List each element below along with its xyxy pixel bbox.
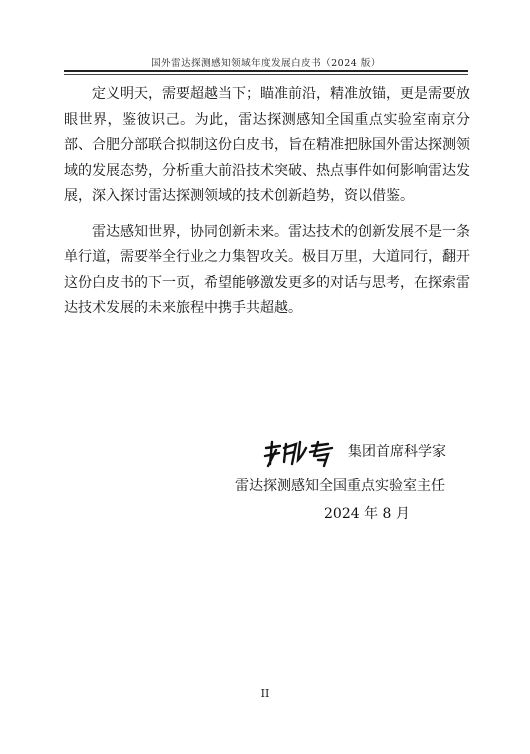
paragraph-1: 定义明天，需要超越当下；瞄准前沿，精准放锚，更是需要放眼世界，鉴彼识己。为此，雷达探测感知全国重点实验室南京分部、合肥分部联合拟制这份白皮书，旨在精准把脉国外雷达探测领域的发展态势，分析重大前沿技术突破、热点事件如何影响雷达发展，深入探讨雷达探测领域的技术创新趋势，资以借鉴。 <box>64 86 470 204</box>
signer-title: 集团首席科学家 <box>348 444 446 460</box>
body-text <box>64 82 470 332</box>
signature-date: 2024 年 8 月 <box>324 506 410 522</box>
page-number: II <box>260 687 270 700</box>
header-rule-thick <box>64 70 468 72</box>
header-rule-thin <box>64 74 468 75</box>
running-header: 国外雷达探测感知领域年度发展白皮书（2024 版） <box>151 58 381 69</box>
signer-lab-title: 雷达探测感知全国重点实验室主任 <box>235 478 445 494</box>
paragraph-2: 雷达感知世界，协同创新未来。雷达技术的创新发展不是一条单行道，需要举全行业之力集智攻关。极目万里，大道同行，翻开这份白皮书的下一页，希望能够激发更多的对话与思考，在探索雷达技术发展的未来旅程中携手共超越。 <box>64 223 470 316</box>
handwritten-signature <box>262 438 342 470</box>
